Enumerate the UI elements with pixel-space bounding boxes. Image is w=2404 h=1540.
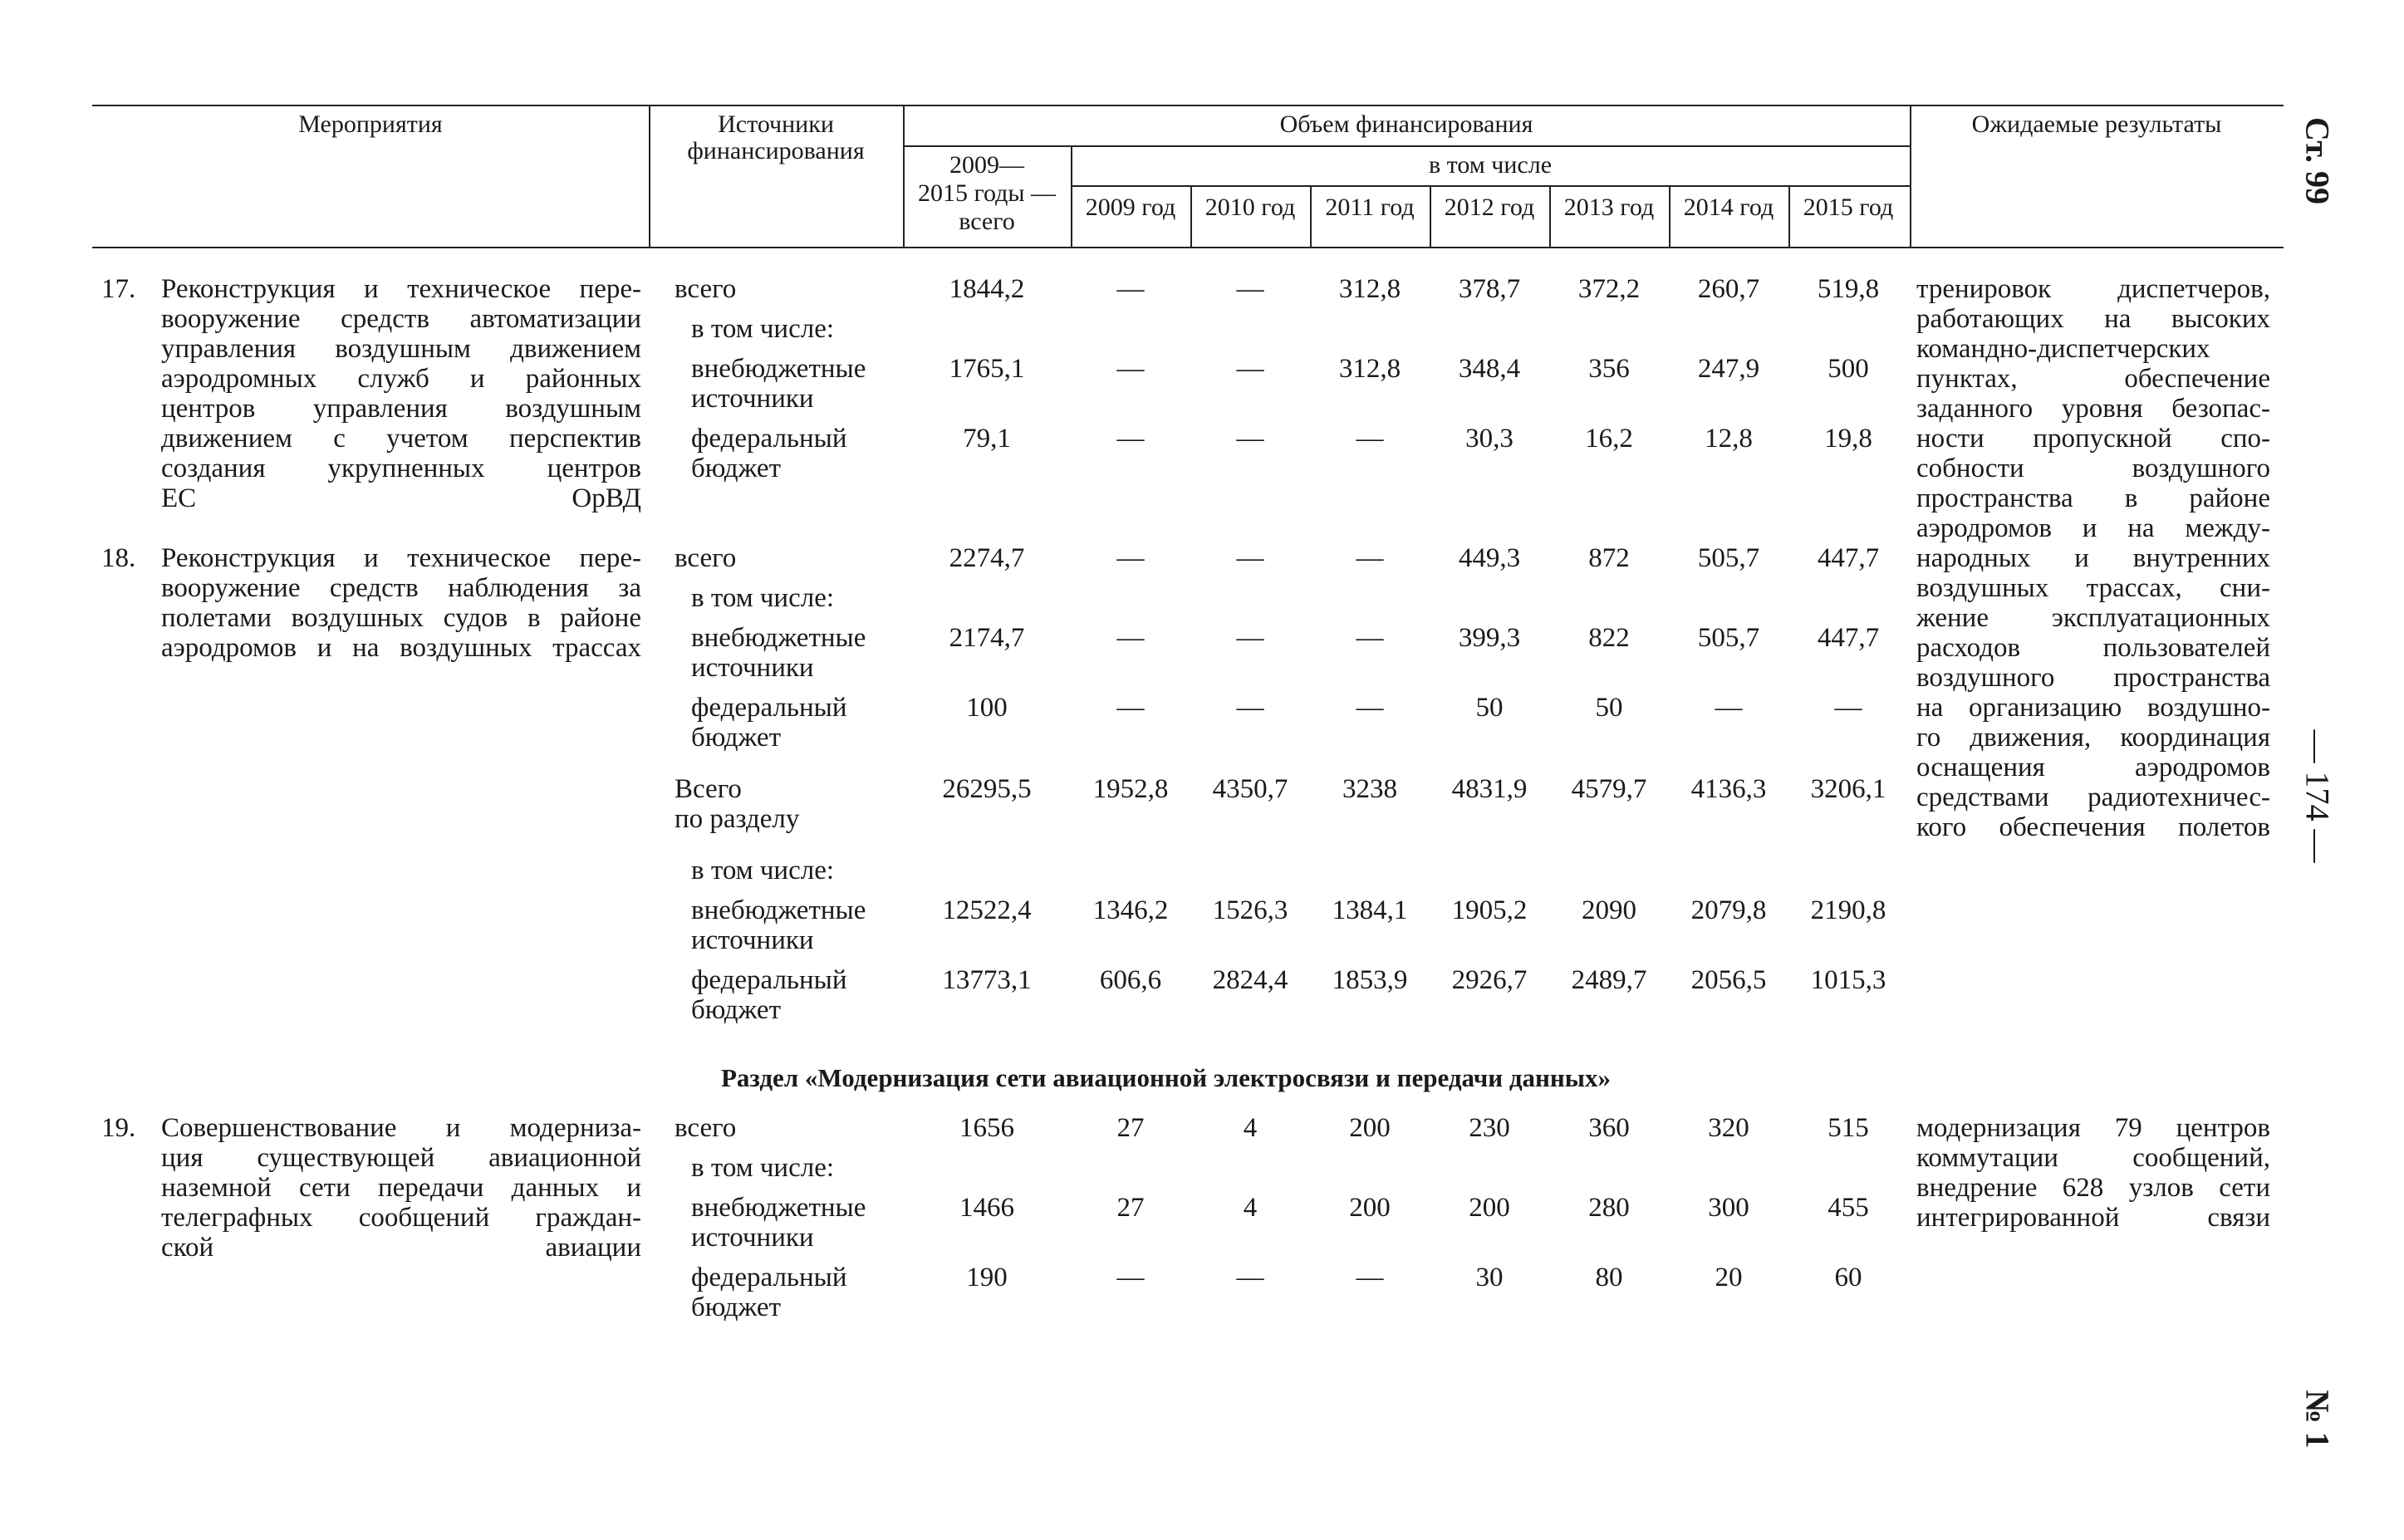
result-line: работающих на высоких — [1916, 304, 2270, 334]
value-cell: 1384,1 — [1332, 895, 1408, 925]
value-cell: 378,7 — [1458, 274, 1521, 304]
value-cell: 247,9 — [1697, 354, 1760, 384]
value-cell: — — [1834, 693, 1862, 723]
result-line: воздушных трассах, сни- — [1916, 573, 2270, 603]
value-cell: 822 — [1588, 623, 1630, 653]
source-label: в том числе: — [691, 856, 835, 885]
value-cell: — — [1356, 543, 1384, 573]
value-cell: 2190,8 — [1810, 895, 1886, 925]
header-including: в том числе — [1428, 151, 1553, 179]
value-cell: 27 — [1116, 1193, 1145, 1223]
source-label: Всего — [675, 774, 742, 804]
value-cell: 505,7 — [1697, 543, 1760, 573]
value-cell: 312,8 — [1338, 274, 1401, 304]
item-line: управления воздушным движением — [161, 334, 641, 364]
header-total-line3: всего — [959, 208, 1015, 235]
value-cell: 30 — [1475, 1263, 1504, 1292]
header-year: 2015 год — [1803, 194, 1894, 221]
value-cell: 455 — [1828, 1193, 1869, 1223]
value-cell: 60 — [1834, 1263, 1862, 1292]
result-line: аэродромов и на между- — [1916, 513, 2270, 543]
header-bottom-rule — [92, 247, 2284, 248]
value-cell: — — [1715, 693, 1743, 723]
value-cell: 1346,2 — [1092, 895, 1169, 925]
source-label: бюджет — [691, 1292, 781, 1322]
value-cell: 100 — [966, 693, 1008, 723]
item-description — [161, 274, 641, 513]
value-cell: 200 — [1349, 1113, 1391, 1143]
value-cell: 500 — [1828, 354, 1869, 384]
item-line: движением с учетом перспектив — [161, 424, 641, 454]
value-cell: 260,7 — [1697, 274, 1760, 304]
value-cell: 1015,3 — [1810, 965, 1886, 995]
header-sources-line2: финансирования — [687, 137, 865, 164]
value-cell: 26295,5 — [942, 774, 1032, 804]
value-cell: — — [1116, 274, 1145, 304]
value-cell: 348,4 — [1458, 354, 1521, 384]
section-heading: Раздел «Модернизация сети авиационной электросвязи и передачи данных» — [721, 1063, 1611, 1092]
value-cell: 27 — [1116, 1113, 1145, 1143]
result-line: заданного уровня безопас- — [1916, 394, 2270, 424]
value-cell: 356 — [1588, 354, 1630, 384]
value-cell: — — [1236, 543, 1264, 573]
item-line: Реконструкция и техническое пере- — [161, 274, 641, 304]
item-line: Реконструкция и техническое пере- — [161, 543, 641, 573]
source-label: по разделу — [675, 804, 800, 834]
value-cell: 399,3 — [1458, 623, 1521, 653]
value-cell: — — [1236, 274, 1264, 304]
source-label: бюджет — [691, 995, 781, 1025]
source-label: источники — [691, 384, 814, 414]
header-rule-volume — [903, 145, 1910, 147]
value-cell: 2090 — [1582, 895, 1636, 925]
value-cell: 1952,8 — [1092, 774, 1169, 804]
value-cell: — — [1116, 424, 1145, 454]
value-cell: — — [1116, 693, 1145, 723]
value-cell: 505,7 — [1697, 623, 1760, 653]
value-cell: 13773,1 — [942, 965, 1032, 995]
header-year: 2010 год — [1204, 194, 1296, 221]
value-cell: 200 — [1469, 1193, 1510, 1223]
value-cell: — — [1356, 693, 1384, 723]
value-cell: 1905,2 — [1451, 895, 1528, 925]
item-line: аэродромов и на воздушных трассах — [161, 633, 641, 663]
result-line: расходов пользователей — [1916, 633, 2270, 663]
item-line: телеграфных сообщений граждан- — [161, 1203, 641, 1233]
value-cell: 300 — [1708, 1193, 1749, 1223]
value-cell: 79,1 — [963, 424, 1011, 454]
value-cell: 2174,7 — [949, 623, 1025, 653]
value-cell: 515 — [1828, 1113, 1869, 1143]
result-line: ности пропускной спо- — [1916, 424, 2270, 454]
value-cell: 280 — [1588, 1193, 1630, 1223]
value-cell: 1466 — [959, 1193, 1014, 1223]
side-label-page: — 174 — — [2299, 729, 2337, 863]
value-cell: 606,6 — [1099, 965, 1162, 995]
value-cell: 4 — [1243, 1113, 1258, 1143]
item-line: ЕС ОрВД — [161, 483, 641, 513]
value-cell: 12522,4 — [942, 895, 1032, 925]
item-line: ской авиации — [161, 1233, 641, 1263]
source-label: бюджет — [691, 723, 781, 753]
source-label: бюджет — [691, 454, 781, 483]
value-cell: 230 — [1469, 1113, 1510, 1143]
value-cell: 447,7 — [1817, 623, 1880, 653]
header-results: Ожидаемые результаты — [1971, 110, 2222, 138]
source-label: всего — [675, 1113, 737, 1143]
value-cell: 4350,7 — [1212, 774, 1288, 804]
value-cell: 19,8 — [1824, 424, 1872, 454]
item-line: наземной сети передачи данных и — [161, 1173, 641, 1203]
value-cell: 449,3 — [1458, 543, 1521, 573]
value-cell: 2056,5 — [1690, 965, 1767, 995]
source-label: федеральный — [691, 693, 847, 723]
result-line: собности воздушного — [1916, 454, 2270, 483]
value-cell: — — [1356, 424, 1384, 454]
result-line: народных и внутренних — [1916, 543, 2270, 573]
result-line: жение эксплуатационных — [1916, 603, 2270, 633]
source-label: внебюджетные — [691, 623, 866, 653]
source-label: источники — [691, 653, 814, 683]
source-label: всего — [675, 274, 737, 304]
value-cell: 4136,3 — [1690, 774, 1767, 804]
result-line: воздушного пространства — [1916, 663, 2270, 693]
item-line: Совершенствование и модерниза- — [161, 1113, 641, 1143]
header-total-line2: 2015 годы — — [917, 179, 1057, 207]
value-cell: 4 — [1243, 1193, 1258, 1223]
result-line: на организацию воздушно- — [1916, 693, 2270, 723]
value-cell: — — [1356, 623, 1384, 653]
header-total-line1: 2009— — [949, 151, 1024, 179]
result-line: оснащения аэродромов — [1916, 753, 2270, 782]
value-cell: — — [1356, 1263, 1384, 1292]
value-cell: 50 — [1475, 693, 1504, 723]
value-cell: 3238 — [1342, 774, 1397, 804]
item-line: создания укрупненных центров — [161, 454, 641, 483]
side-label-article: Ст. 99 — [2299, 117, 2337, 204]
value-cell: — — [1236, 623, 1264, 653]
value-cell: 320 — [1708, 1113, 1749, 1143]
value-cell: 200 — [1349, 1193, 1391, 1223]
value-cell: 2079,8 — [1690, 895, 1767, 925]
header-activities: Мероприятия — [298, 110, 443, 138]
value-cell: 360 — [1588, 1113, 1630, 1143]
item-line: вооружение средств автоматизации — [161, 304, 641, 334]
value-cell: 2489,7 — [1571, 965, 1647, 995]
source-label: источники — [691, 1223, 814, 1253]
value-cell: — — [1236, 424, 1264, 454]
source-label: внебюджетные — [691, 354, 866, 384]
value-cell: — — [1116, 623, 1145, 653]
side-label-issue: № 1 — [2299, 1390, 2337, 1449]
header-rule-including — [1071, 185, 1910, 187]
value-cell: 50 — [1595, 693, 1623, 723]
value-cell: 4831,9 — [1451, 774, 1528, 804]
value-cell: 2824,4 — [1212, 965, 1288, 995]
result-line: пространства в районе — [1916, 483, 2270, 513]
source-label: в том числе: — [691, 583, 835, 613]
value-cell: 190 — [966, 1263, 1008, 1292]
value-cell: 4579,7 — [1571, 774, 1647, 804]
value-cell: 80 — [1595, 1263, 1623, 1292]
source-label: внебюджетные — [691, 895, 866, 925]
header-year: 2014 год — [1683, 194, 1774, 221]
header-year: 2013 год — [1563, 194, 1655, 221]
item-number: 17. — [101, 274, 136, 304]
item-number: 18. — [101, 543, 136, 573]
expected-results — [1916, 1113, 2270, 1233]
value-cell: 1656 — [959, 1113, 1014, 1143]
header-sources-line1: Источники — [718, 110, 834, 138]
value-cell: 1526,3 — [1212, 895, 1288, 925]
value-cell: 312,8 — [1338, 354, 1401, 384]
value-cell: 519,8 — [1817, 274, 1880, 304]
value-cell: 30,3 — [1465, 424, 1514, 454]
value-cell: 12,8 — [1705, 424, 1753, 454]
header-year: 2009 год — [1085, 194, 1176, 221]
result-line: тренировок диспетчеров, — [1916, 274, 2270, 304]
source-label: федеральный — [691, 965, 847, 995]
value-cell: 16,2 — [1585, 424, 1633, 454]
value-cell: — — [1116, 1263, 1145, 1292]
value-cell: — — [1116, 354, 1145, 384]
source-label: федеральный — [691, 424, 847, 454]
header-year: 2011 год — [1325, 194, 1415, 221]
item-line: аэродромных служб и районных — [161, 364, 641, 394]
value-cell: — — [1236, 1263, 1264, 1292]
source-label: в том числе: — [691, 1153, 835, 1183]
result-line: коммутации сообщений, — [1916, 1143, 2270, 1173]
source-label: в том числе: — [691, 314, 835, 344]
table-top-rule — [92, 105, 2284, 106]
item-description — [161, 1113, 641, 1263]
value-cell: 872 — [1588, 543, 1630, 573]
value-cell: 2926,7 — [1451, 965, 1528, 995]
result-line: командно-диспетчерских — [1916, 334, 2210, 364]
value-cell: — — [1236, 693, 1264, 723]
result-line: пунктах, обеспечение — [1916, 364, 2270, 394]
value-cell: 1853,9 — [1332, 965, 1408, 995]
value-cell: 372,2 — [1577, 274, 1641, 304]
result-line: средствами радиотехничес- — [1916, 782, 2270, 812]
header-year: 2012 год — [1444, 194, 1535, 221]
value-cell: 2274,7 — [949, 543, 1025, 573]
item-line: ция существующей авиационной — [161, 1143, 641, 1173]
item-line: полетами воздушных судов в районе — [161, 603, 641, 633]
source-label: всего — [675, 543, 737, 573]
source-label: внебюджетные — [691, 1193, 866, 1223]
item-description — [161, 543, 641, 663]
item-line: вооружение средств наблюдения за — [161, 573, 641, 603]
value-cell: 20 — [1715, 1263, 1743, 1292]
item-line: центров управления воздушным — [161, 394, 641, 424]
result-line: интегрированной связи — [1916, 1203, 2270, 1233]
value-cell: — — [1116, 543, 1145, 573]
item-number: 19. — [101, 1113, 136, 1143]
value-cell: 3206,1 — [1810, 774, 1886, 804]
source-label: источники — [691, 925, 814, 955]
header-volume: Объем финансирования — [1279, 110, 1533, 138]
value-cell: — — [1236, 354, 1264, 384]
result-line: внедрение 628 узлов сети — [1916, 1173, 2270, 1203]
value-cell: 1765,1 — [949, 354, 1025, 384]
result-line: го движения, координация — [1916, 723, 2270, 753]
value-cell: 447,7 — [1817, 543, 1880, 573]
value-cell: 1844,2 — [949, 274, 1025, 304]
result-line: модернизация 79 центров — [1916, 1113, 2270, 1143]
result-line: кого обеспечения полетов — [1916, 812, 2270, 842]
source-label: федеральный — [691, 1263, 847, 1292]
expected-results — [1916, 274, 2270, 842]
